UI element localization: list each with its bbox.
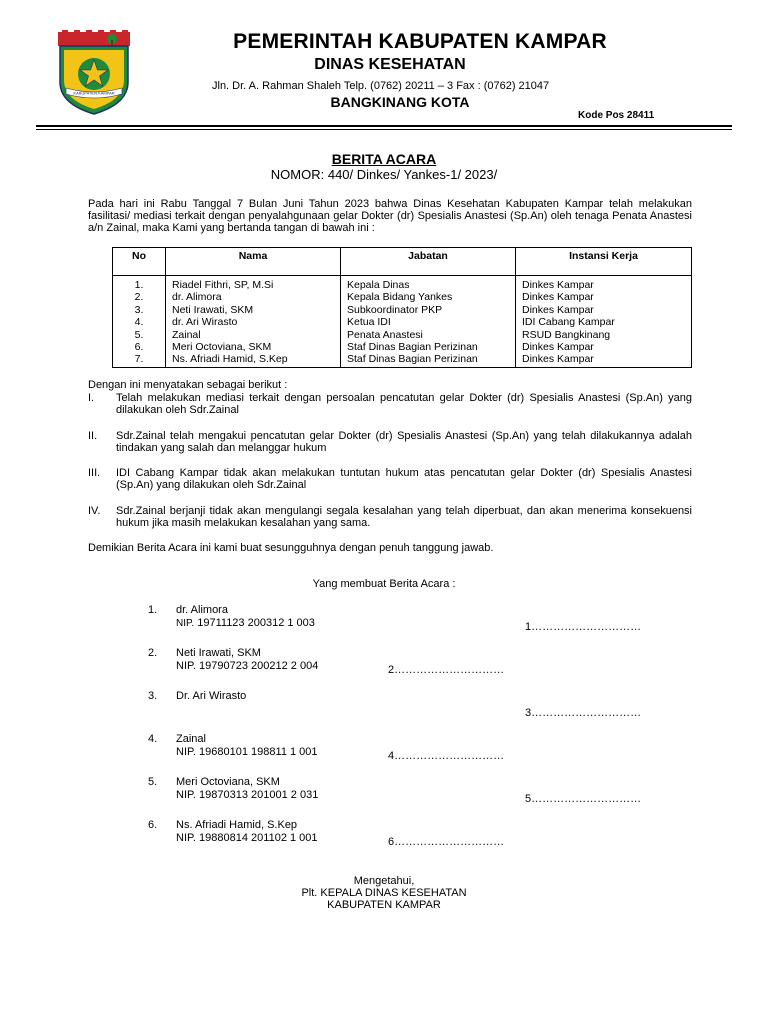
address-line: Jln. Dr. A. Rahman Shaleh Telp. (0762) 20211 – 3 Fax : (0762) 21047	[212, 80, 550, 92]
svg-text:KABUPATEN KAMPAR: KABUPATEN KAMPAR	[73, 90, 115, 96]
signature-line: 6…………………………	[388, 836, 505, 848]
signature-line: 3…………………………	[525, 707, 642, 719]
cell-position: Ketua IDI	[341, 316, 516, 328]
statement-item	[88, 467, 692, 491]
document-number: NOMOR: 440/ Dinkes/ Yankes-1/ 2023/	[270, 167, 498, 182]
cell-no: 5.	[113, 329, 166, 341]
table-row	[113, 316, 692, 328]
cell-position: Kepala Dinas	[341, 276, 516, 292]
statement-number: IV.	[88, 505, 101, 517]
statement-text: IDI Cabang Kampar tidak akan melakukan tuntutan hukum atas pencatutan gelar Dokter (dr) Spesialis Anastesi (Sp.An) yang dilakukan oleh Sdr.Zainal	[116, 467, 692, 491]
letterhead-divider-thin	[36, 129, 732, 130]
signer-name: Neti Irawati, SKM	[176, 647, 261, 659]
table-header-row	[113, 248, 692, 276]
cell-institution: Dinkes Kampar	[516, 353, 692, 367]
header-instansi: Instansi Kerja	[516, 248, 692, 276]
acknowledged-position: Plt. KEPALA DINAS KESEHATAN	[301, 887, 467, 899]
cell-name: Riadel Fithri, SP, M.Si	[166, 276, 341, 292]
cell-position: Subkoordinator PKP	[341, 304, 516, 316]
acknowledged-label: Mengetahui,	[353, 875, 415, 887]
cell-no: 4.	[113, 316, 166, 328]
statement-intro: Dengan ini menyatakan sebagai berikut :	[88, 379, 288, 391]
statement-item	[88, 505, 692, 529]
statement-number: I.	[88, 392, 95, 404]
table-row	[113, 341, 692, 353]
cell-no: 7.	[113, 353, 166, 367]
cell-position: Kepala Bidang Yankes	[341, 291, 516, 303]
statement-item	[88, 430, 692, 454]
statement-text: Sdr.Zainal telah mengakui pencatutan gelar Dokter (dr) Spesialis Anastesi (Sp.An) yang telah dilakukannya adalah tindakan yang salah dan melanggar hukum	[116, 430, 692, 454]
signature-line: 2…………………………	[388, 664, 505, 676]
signature-line: 5…………………………	[525, 793, 642, 805]
cell-institution: Dinkes Kampar	[516, 304, 692, 316]
cell-position: Penata Anastesi	[341, 329, 516, 341]
table-row	[113, 291, 692, 303]
cell-position: Staf Dinas Bagian Perizinan	[341, 341, 516, 353]
header-no: No	[113, 248, 166, 276]
agency-name: DINAS KESEHATAN	[314, 56, 466, 73]
opening-paragraph: Pada hari ini Rabu Tanggal 7 Bulan Juni Tahun 2023 bahwa Dinas Kesehatan Kabupaten Kampar telah melakukan fasilitasi/ mediasi terkait dengan penyalahgunaan gelar Dokter (dr) Spesialis Anastesi (Sp.An) oleh tenaga Penata Anastesi a/n Zainal, maka Kami yang bertanda tangan di bawah ini :	[88, 198, 692, 234]
cell-name: Neti Irawati, SKM	[166, 304, 341, 316]
postal-code: Kode Pos 28411	[578, 110, 655, 121]
closing-statement: Demikian Berita Acara ini kami buat sesungguhnya dengan penuh tanggung jawab.	[88, 542, 494, 554]
table-row	[113, 353, 692, 367]
signer-name: Zainal	[176, 733, 206, 745]
signer-number: 3.	[148, 690, 158, 702]
cell-name: dr. Alimora	[166, 291, 341, 303]
signer-number: 5.	[148, 776, 158, 788]
signers-heading: Yang membuat Berita Acara :	[312, 578, 456, 590]
cell-position: Staf Dinas Bagian Perizinan	[341, 353, 516, 367]
cell-no: 6.	[113, 341, 166, 353]
statement-number: II.	[88, 430, 98, 442]
statement-text: Telah melakukan mediasi terkait dengan persoalan pencatutan gelar Dokter (dr) Spesialis Anastesi (Sp.An) yang dilakukan oleh Sdr.Zainal	[116, 392, 692, 416]
cell-institution: IDI Cabang Kampar	[516, 316, 692, 328]
government-name: PEMERINTAH KABUPATEN KAMPAR	[233, 30, 607, 53]
document-title: BERITA ACARA	[331, 151, 437, 167]
letterhead-divider-thick	[36, 125, 732, 127]
signer-number: 6.	[148, 819, 158, 831]
cell-institution: RSUD Bangkinang	[516, 329, 692, 341]
signer-nip: NIP. 19790723 200212 2 004	[176, 660, 319, 672]
signer-nip: NIP. 19711123 200312 1 003	[176, 617, 315, 629]
header-nama: Nama	[166, 248, 341, 276]
signer-number: 1.	[148, 604, 158, 616]
statement-item	[88, 392, 692, 416]
cell-no: 1.	[113, 276, 166, 292]
cell-name: Zainal	[166, 329, 341, 341]
table-row	[113, 276, 692, 292]
signer-nip: NIP. 19680101 198811 1 001	[176, 746, 318, 758]
signature-line: 1…………………………	[525, 621, 642, 633]
signer-number: 4.	[148, 733, 158, 745]
signer-nip: NIP. 19870313 201001 2 031	[176, 789, 319, 801]
cell-no: 3.	[113, 304, 166, 316]
signer-name: Dr. Ari Wirasto	[176, 690, 247, 702]
cell-institution: Dinkes Kampar	[516, 276, 692, 292]
city-name: BANGKINANG KOTA	[330, 94, 470, 110]
cell-institution: Dinkes Kampar	[516, 341, 692, 353]
signer-name: Meri Octoviana, SKM	[176, 776, 280, 788]
signer-number: 2.	[148, 647, 158, 659]
signature-line: 4…………………………	[388, 750, 505, 762]
cell-name: Meri Octoviana, SKM	[166, 341, 341, 353]
cell-name: dr. Ari Wirasto	[166, 316, 341, 328]
statement-number: III.	[88, 467, 101, 479]
acknowledged-region: KABUPATEN KAMPAR	[327, 899, 441, 911]
signer-name: Ns. Afriadi Hamid, S.Kep	[176, 819, 298, 831]
table-row	[113, 304, 692, 316]
signer-nip: NIP. 19880814 201102 1 001	[176, 832, 318, 844]
header-jabatan: Jabatan	[341, 248, 516, 276]
signer-name: dr. Alimora	[176, 604, 228, 616]
cell-name: Ns. Afriadi Hamid, S.Kep	[166, 353, 341, 367]
participants-table	[112, 247, 692, 368]
kampar-regency-logo	[52, 30, 136, 118]
cell-institution: Dinkes Kampar	[516, 291, 692, 303]
statement-text: Sdr.Zainal berjanji tidak akan mengulangi segala kesalahan yang telah diperbuat, dan akan menerima konsekuensi hukum jika masih melakukan kesalahan yang sama.	[116, 505, 692, 529]
cell-no: 2.	[113, 291, 166, 303]
table-row	[113, 329, 692, 341]
